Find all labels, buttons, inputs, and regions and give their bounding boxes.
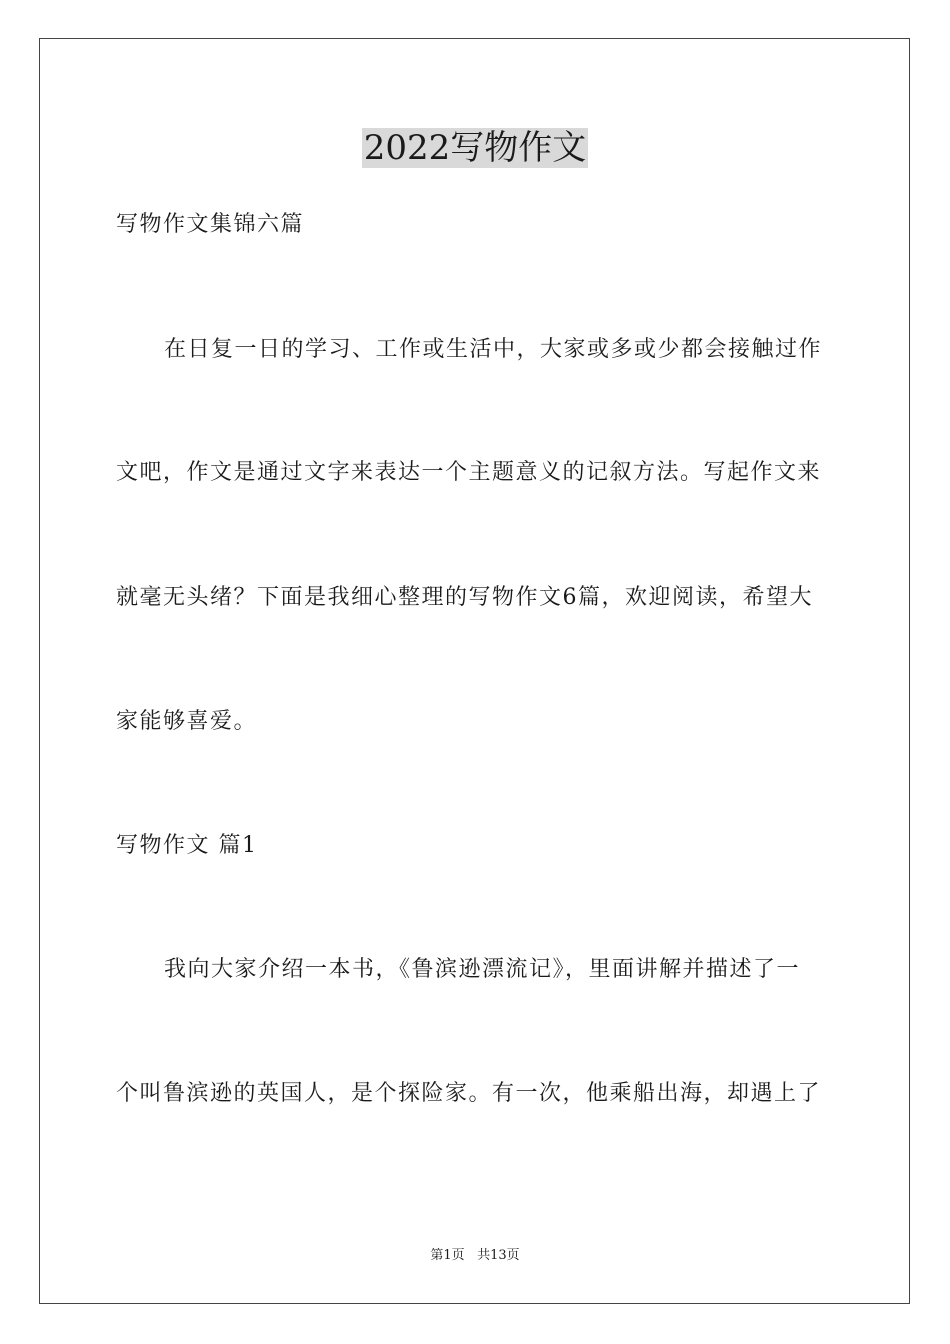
paragraph-line: 文吧，作文是通过文字来表达一个主题意义的记叙方法。写起作文来 xyxy=(116,460,822,485)
paragraph-line: 就毫无头绪？下面是我细心整理的写物作文6篇，欢迎阅读，希望大 xyxy=(116,585,813,610)
document-title-wrapper xyxy=(0,128,950,168)
paragraph-line: 家能够喜爱。 xyxy=(116,709,258,734)
section-heading: 写物作文 篇1 xyxy=(116,833,258,858)
page-total: 共13页 xyxy=(477,1248,520,1263)
paragraph-line: 在日复一日的学习、工作或生活中，大家或多或少都会接触过作 xyxy=(164,337,823,362)
document-subtitle: 写物作文集锦六篇 xyxy=(116,212,305,237)
paragraph-line: 个叫鲁滨逊的英国人，是个探险家。有一次，他乘船出海，却遇上了 xyxy=(116,1081,822,1106)
document-title: 2022写物作文 xyxy=(363,128,587,168)
page-footer xyxy=(0,1248,950,1264)
page-number: 第1页 xyxy=(430,1248,465,1263)
paragraph-line: 我向大家介绍一本书，《鲁滨逊漂流记》，里面讲解并描述了一 xyxy=(164,957,801,982)
